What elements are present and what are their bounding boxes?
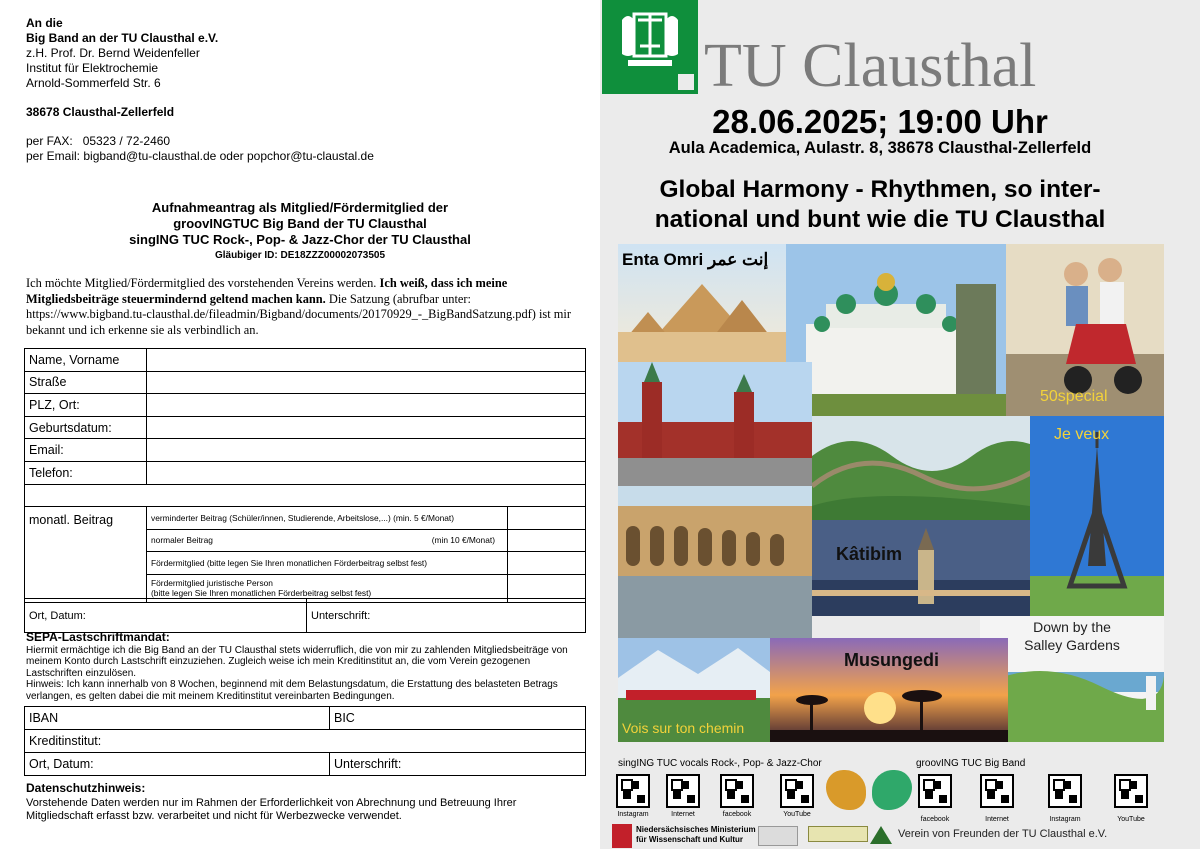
address-fax: per FAX: 05323 / 72-2460 (26, 134, 171, 148)
label-email: Email: (25, 439, 147, 462)
option-foerder: Fördermitglied (bitte legen Sie Ihren monatlichen Förderbeitrag selbst fest) (147, 552, 508, 575)
address-org: Big Band an der TU Clausthal e.V. (26, 31, 219, 45)
address-street: Arnold-Sommerfeld Str. 6 (26, 76, 161, 90)
intro-part2: Die Satzung (abrufbar unter: https://www.bigband.tu-clausthal.de/fileadmin/Bigband/documents/20170929_-_BigBandSatzung.pdf) ist mir bekannt und ich erkenne sie als verbindlich an. (26, 291, 571, 337)
field-name[interactable] (147, 349, 586, 372)
label-beitrag: monatl. Beitrag (25, 507, 147, 603)
option-normal: normaler Beitrag (151, 535, 213, 546)
qr-label-choir-youtube: YouTube (783, 811, 811, 818)
form-title (0, 200, 600, 264)
field-ort-datum[interactable]: Ort, Datum: (25, 599, 307, 633)
photo-eiffel (1030, 416, 1164, 616)
address-an-die: An die (26, 16, 63, 30)
song-je-veux: Je veux (1054, 426, 1110, 443)
song-salley-line2: Salley Gardens (1024, 637, 1120, 653)
option-juristisch: Fördermitglied juristische Person (151, 578, 273, 589)
address-email: per Email: bigband@tu-clausthal.de oder popchor@tu-claustal.de (26, 149, 374, 163)
qr-choir-instagram[interactable] (616, 774, 650, 808)
song-vois: Vois sur ton chemin (622, 720, 745, 736)
title-line2: groovINGTUC Big Band der TU Clausthal (173, 216, 427, 231)
title-line1: Aufnahmeantrag als Mitglied/Fördermitglied der (151, 200, 449, 215)
field-bank-unterschrift[interactable]: Unterschrift: (330, 753, 586, 776)
qr-choir-internet[interactable] (666, 774, 700, 808)
signature-table (24, 598, 586, 633)
ministry-line1: Niedersächsisches Ministerium (636, 825, 756, 834)
recipient-address (26, 16, 374, 164)
ministry-line2: für Wissenschaft und Kultur (636, 835, 744, 844)
concert-date: 28.06.2025; 19:00 Uhr (712, 103, 1048, 140)
headline-line2: national und bunt wie die TU Clausthal (654, 206, 1106, 233)
address-institut: Institut für Elektrochemie (26, 61, 159, 75)
photo-bridge (618, 486, 812, 638)
label-telefon: Telefon: (25, 461, 147, 484)
field-strasse[interactable] (147, 371, 586, 394)
field-bic[interactable]: BIC (330, 707, 586, 730)
option-normal-min: (min 10 €/Monat) (431, 535, 495, 546)
ministry-text (636, 825, 756, 845)
sponsor-logo-1 (758, 826, 798, 846)
intro-text (26, 276, 581, 338)
band-title: groovING TUC Big Band (916, 758, 1026, 769)
sepa-text: Hiermit ermächtige ich die Big Band an der TU Clausthal stets widerruflich, die von mir zu zahlenden Mitgliedsbeiträge von meinem Konto durch Lastschrift einzuziehen. Zugleich weise ich mein Kreditinstitut an, die vom Verein gezogenen Lastschriften einzulösen. (26, 644, 568, 679)
qr-band-youtube[interactable] (1114, 774, 1148, 808)
concert-venue: Aula Academica, Aulastr. 8, 38678 Clausthal-Zellerfeld (668, 139, 1092, 157)
option-juristisch-note: (bitte legen Sie Ihren monatlichen Förderbeitrag selbst fest) (151, 588, 372, 599)
personal-data-table (24, 348, 586, 507)
choir-logo-orange (826, 770, 866, 810)
field-kreditinstitut[interactable]: Kreditinstitut: (25, 730, 586, 753)
beitrag-table (24, 506, 586, 603)
intro-part1: Ich möchte Mitglied/Fördermitglied des vorstehenden Vereins werden. (26, 276, 380, 290)
concert-headline (600, 175, 1160, 235)
photo-cathedral (786, 244, 1006, 416)
field-iban[interactable]: IBAN (25, 707, 330, 730)
qr-label-choir-instagram: Instagram (617, 811, 649, 818)
song-katibim: Kâtibim (836, 544, 903, 564)
choir-title: singING TUC vocals Rock-, Pop- & Jazz-Chor (618, 758, 822, 769)
datenschutz-heading: Datenschutzhinweis: (26, 781, 146, 795)
qr-band-internet[interactable] (980, 774, 1014, 808)
song-musungedi: Musungedi (844, 650, 939, 670)
label-strasse: Straße (25, 371, 147, 394)
photo-istanbul (812, 520, 1030, 616)
intro-bold: Ich weiß, dass ich meine Mitgliedsbeiträge steuermindernd geltend machen kann. (26, 276, 508, 306)
qr-band-instagram[interactable] (1048, 774, 1082, 808)
qr-label-band-facebook: facebook (920, 816, 950, 823)
verein-text: Verein von Freunden der TU Clausthal e.V. (898, 828, 1108, 840)
qr-label-band-instagram: Instagram (1049, 816, 1081, 823)
sponsor-logo-2 (808, 826, 868, 842)
photo-kremlin (618, 362, 812, 486)
logo-notch (678, 74, 694, 90)
verein-mountain-icon (870, 824, 892, 844)
choir-logo-green (872, 770, 912, 810)
datenschutz-section (26, 782, 586, 824)
bank-table (24, 706, 586, 776)
headline-line1: Global Harmony - Rhythmen, so inter- (659, 176, 1101, 203)
tu-clausthal-wordmark: TU Clausthal (704, 32, 1037, 100)
qr-label-choir-facebook: facebook (722, 811, 752, 818)
title-line3: singING TUC Rock-, Pop- & Jazz-Chor der TU Clausthal (129, 232, 471, 247)
address-zh: z.H. Prof. Dr. Bernd Weidenfeller (26, 46, 200, 60)
checkbox-normal[interactable] (508, 529, 586, 552)
field-plz[interactable] (147, 394, 586, 417)
ministry-crest-icon (612, 824, 632, 848)
song-50special: 50special (1040, 388, 1108, 405)
concert-poster (600, 0, 1200, 849)
qr-label-band-internet: Internet (985, 816, 1009, 823)
song-enta-omri: Enta Omri إنت عمر (622, 250, 769, 269)
song-salley-line1: Down by the (1033, 619, 1111, 635)
option-vermindert: verminderter Beitrag (Schüler/innen, Studierende, Arbeitslose,...) (min. 5 €/Monat) (147, 507, 508, 530)
datenschutz-text: Vorstehende Daten werden nur im Rahmen der Erforderlichkeit von Abrechnung und Betreuung Ihrer Mitgliedschaft erfasst bzw. verarbeitet und nicht für Werbezwecke verwendet. (26, 796, 517, 822)
field-bank-ort-datum[interactable]: Ort, Datum: (25, 753, 330, 776)
qr-label-choir-internet: Internet (671, 811, 695, 818)
address-city: 38678 Clausthal-Zellerfeld (26, 105, 175, 119)
spacer-row (25, 484, 586, 507)
field-unterschrift[interactable]: Unterschrift: (307, 599, 586, 633)
label-geburtsdatum: Geburtsdatum: (25, 416, 147, 439)
glaeubiger-id: Gläubiger ID: DE18ZZZ00002073505 (214, 250, 386, 261)
qr-choir-facebook[interactable] (720, 774, 754, 808)
photo-great-wall (812, 416, 1030, 520)
sepa-hinweis: Hinweis: Ich kann innerhalb von 8 Wochen, beginnend mit dem Belastungsdatum, die Erstattung des belasteten Betrags verlangen, es gelten dabei die mit meinem Kreditinstitut vereinbarten Bedingungen. (26, 679, 558, 702)
qr-band-facebook[interactable] (918, 774, 952, 808)
qr-label-band-youtube: YouTube (1117, 816, 1145, 823)
sepa-heading: SEPA-Lastschriftmandat: (26, 630, 170, 644)
label-plz: PLZ, Ort: (25, 394, 147, 417)
field-geburtsdatum[interactable] (147, 416, 586, 439)
sepa-section (26, 632, 586, 703)
label-name: Name, Vorname (25, 349, 147, 372)
qr-choir-youtube[interactable] (780, 774, 814, 808)
field-telefon[interactable] (147, 461, 586, 484)
checkbox-foerder[interactable] (508, 552, 586, 575)
checkbox-vermindert[interactable] (508, 507, 586, 530)
field-email[interactable] (147, 439, 586, 462)
